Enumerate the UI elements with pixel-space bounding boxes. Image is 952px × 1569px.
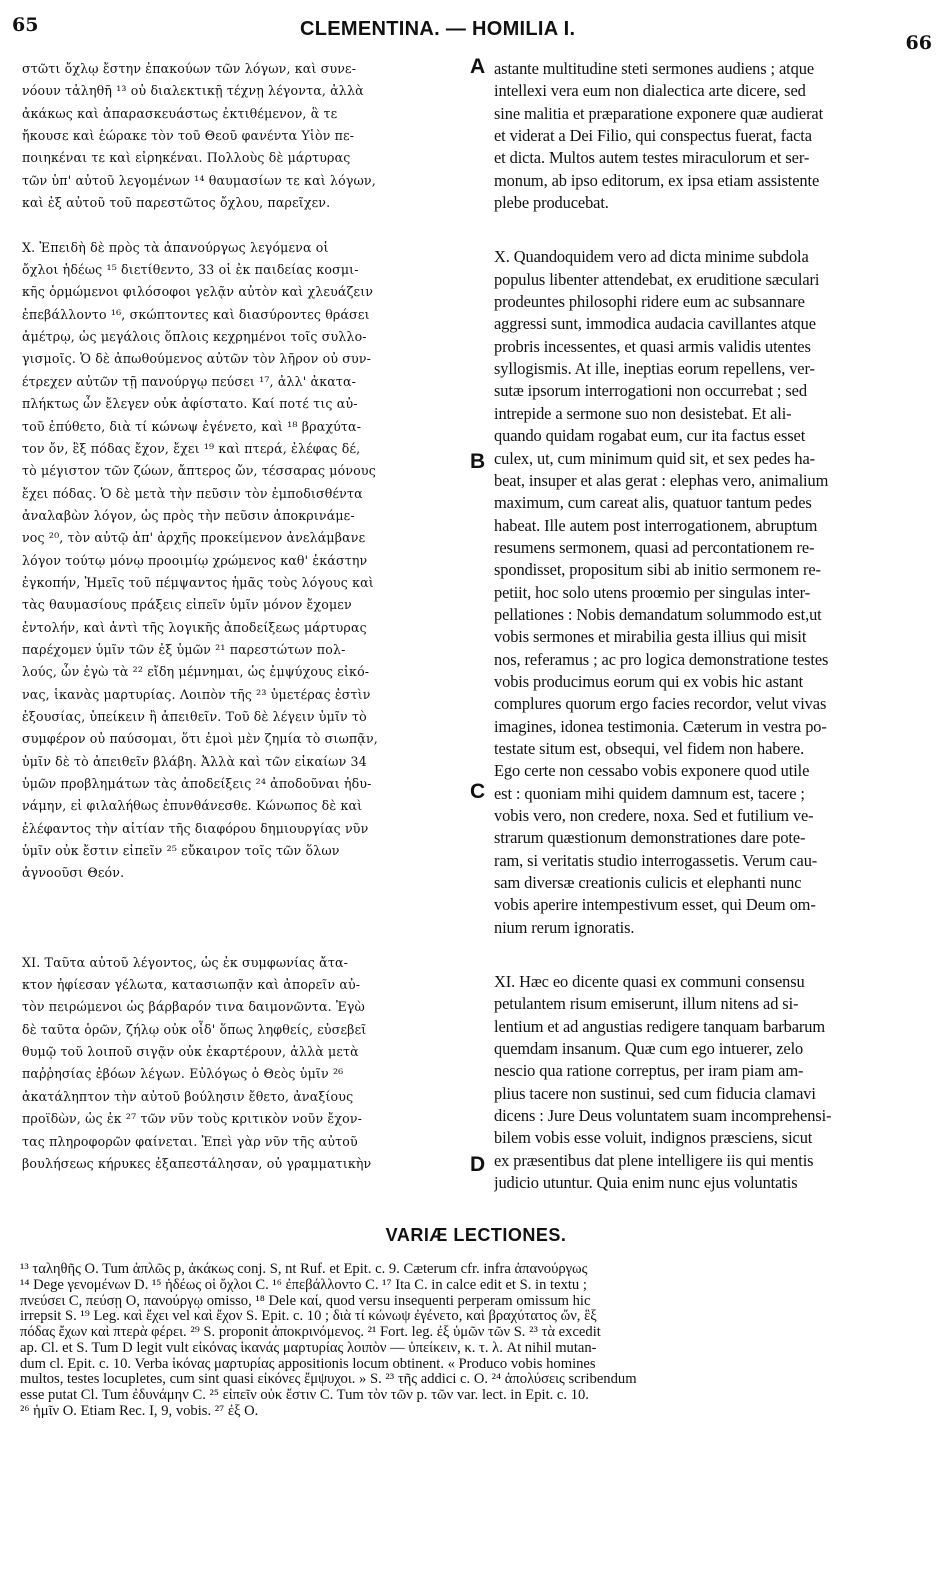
margin-letter-b: B — [470, 450, 486, 473]
latin-text-line: ram, si veritatis studio interrogassetis. Verum cau- — [494, 850, 818, 870]
latin-text-line: culex, ut, cum minimum quid sit, et sex pedes ha- — [494, 448, 816, 468]
latin-text-line: aggressi sunt, immodica audacia cavillantes atque — [494, 314, 816, 334]
latin-text-line: ex præsentibus dat plene intelligere iis qui mentis — [494, 1150, 814, 1170]
note-line: esse putat Cl. Tum ἐδυνάμην C. ²⁵ εἰπεῖν οὐκ ἔστιν C. Tum τὸν τῶν p. τῶν var. lect. in Epit. c. 10. — [20, 1388, 589, 1403]
greek-text-line: ἐγκοπήν, Ἡμεῖς τοῦ πέμψαντος ἡμᾶς τοὺς λόγους καὶ — [22, 574, 374, 590]
latin-text-line: spondisset, propositum sibi ab initio sermonem re- — [494, 560, 821, 580]
latin-text-line: pellationes : Nobis demandatum solummodo est,ut — [494, 604, 822, 624]
greek-text-line — [22, 885, 468, 907]
greek-text-line: λούς, ὧν ἐγὼ τὰ ²² εἴδη μέμνημαι, ὡς ἐμψύχους εἰκό- — [22, 664, 370, 680]
greek-text-line: τοῦ ἐπύθετο, διὰ τί κώνωψ ἐγένετο, καὶ ¹⁸ βραχύτα- — [22, 418, 362, 434]
latin-text-line: intrepide a sermone suo non desistebat. Et ali- — [494, 403, 792, 423]
greek-text-line: ἀμέτρῳ, ὡς μεγάλοις ὅπλοις κεχρημένοι τοῖς συλλο- — [22, 329, 367, 345]
note-line: irrepsit S. ¹⁹ Leg. καὶ ἔχει vel καὶ ἔχον S. Epit. c. 10 ; διὰ τί κώνωψ ἐγένετο, καὶ βραχύτατος ὤν, ἓξ — [20, 1309, 597, 1325]
latin-text-line: judicio utuntur. Quia enim nunc ejus voluntatis — [494, 1173, 798, 1193]
latin-text-line: habeat. Ille autem post interrogationem, abruptum — [494, 515, 818, 535]
greek-text-line — [22, 929, 468, 951]
latin-text-line: nos, referamus ; ac pro logica demonstratione testes — [494, 649, 829, 669]
greek-text-line: XI. Ταῦτα αὐτοῦ λέγοντος, ὡς ἐκ συμφωνίας ἄτα- — [22, 954, 348, 970]
latin-text-line: sine malitia et præparatione exponere quæ audierat — [494, 103, 824, 123]
latin-text-line: beat, insuper et alas gerat : elephas vero, animalium — [494, 470, 829, 490]
latin-text-line: dicens : Jure Deus voluntatem suam incomprehensi- — [494, 1106, 832, 1126]
greek-text-line: ἀκάκως καὶ ἀπαρασκευάστως ἐκτιθέμενον, ἃ τε — [22, 105, 338, 121]
greek-text-line: ἀναλαβὼν λόγον, ὡς πρὸς τὴν πεῦσιν ἀποκρινάμε- — [22, 507, 355, 523]
greek-text-line: ἐντολήν, καὶ ἀντὶ τῆς λογικῆς ἀποδείξεως μάρτυρας — [22, 619, 367, 635]
greek-text-line: δὲ ταῦτα ὁρῶν, ζήλῳ οὐκ οἶδ' ὅπως ληφθείς, εὐσεβεῖ — [22, 1021, 367, 1037]
margin-letter-c: C — [470, 780, 486, 803]
latin-text-line: complures quorum ergo facies recordor, velut vivas — [494, 694, 827, 714]
latin-text-line: est : quoniam mihi quidem damnum est, tacere ; — [494, 783, 805, 803]
greek-text-line: νας, ἱκανὰς μαρτυρίας. Λοιπὸν τῆς ²³ ὑμετέρας ἐστὶν — [22, 686, 371, 702]
greek-text-line: συμφέρον οὐ παύσομαι, ὅτι ἐμοὶ μὲν ζημία τὸ σιωπᾷν, — [22, 731, 378, 747]
greek-text-line: ἐπεβάλλοντο ¹⁶, σκώπτοντες καὶ διασύροντες θράσει — [22, 306, 370, 322]
greek-text-line: θυμῷ τοῦ λοιποῦ σιγᾷν οὐκ ἐκαρτέρουν, ἀλλὰ μετὰ — [22, 1044, 359, 1060]
greek-text-line: X. Ἐπειδὴ δὲ πρὸς τὰ ἀπανούργως λεγόμενα οἱ — [22, 239, 329, 255]
latin-text-line: nium rerum ignoratis. — [494, 917, 635, 937]
greek-text-line: ἤκουσε καὶ ἑώρακε τὸν τοῦ Θεοῦ φανέντα Υἱὸν πε- — [22, 128, 355, 144]
greek-text-line: λόγον τούτῳ μόνῳ προοιμίῳ χρώμενος καθ' ἑκάστην — [22, 552, 368, 568]
greek-text-line: τὰς θαυμασίους πράξεις εἰπεῖν ὑμῖν μόνον ἔχομεν — [22, 597, 352, 613]
latin-text-line: petiit, hoc solo utens proœmio per singulas inter- — [494, 582, 811, 602]
variant-readings-notes — [20, 1262, 935, 1420]
greek-text-line: γισμοῖς. Ὁ δὲ ἀπωθούμενος αὐτῶν τὸν λῆρον οὐ συν- — [22, 351, 372, 367]
greek-text-line: πλήκτως ὧν ἔλεγεν οὐκ ἀφίστατο. Καί ποτέ τις αὐ- — [22, 396, 358, 412]
latin-text-line: populus libenter attendebat, ex eruditione sæculari — [494, 269, 820, 289]
page-number-left: 65 — [12, 14, 39, 36]
greek-text-line: τας πληροφορῶν φαίνεται. Ἐπεὶ γὰρ νῦν τῆς αὐτοῦ — [22, 1133, 358, 1149]
latin-text-line: sam diversæ creationis culicis et elephanti nunc — [494, 873, 802, 893]
latin-text-line: lentium et ad angustias redigere tanquam barbarum — [494, 1016, 825, 1036]
latin-text-line: imagines, idonea testimonia. Cæterum in vestra po- — [494, 716, 827, 736]
latin-text-line: plius tacere non sustinui, sed cum fiducia clamavi — [494, 1083, 816, 1103]
greek-text-line: ὑμῖν δὲ τὸ ἀπειθεῖν βλάβη. Ἀλλὰ καὶ τῶν εἰκαίων 34 — [22, 753, 367, 769]
latin-text-line: astante multitudine steti sermones audiens ; atque — [494, 59, 815, 78]
latin-text-line: syllogismis. At ille, ineptias eorum repellens, ver- — [494, 359, 815, 379]
latin-text-line: intellexi vera eum non dialectica arte dicere, sed — [494, 81, 806, 101]
note-line: multos, testes locupletes, cum sint quasi εἰκόνες ἔμψυχοι. » S. ²³ τῆς addici c. O. ²⁴ ἀπολύσεις scribendum — [20, 1372, 637, 1388]
latin-text-line: quando quidam rogabat eum, cur ita factus esset — [494, 426, 806, 446]
greek-text-line: νόουν τἀληθῆ ¹³ οὐ διαλεκτικῇ τέχνῃ λέγοντα, ἀλλὰ — [22, 83, 364, 99]
latin-text-line: XI. Hæc eo dicente quasi ex communi consensu — [494, 972, 805, 992]
greek-text-line: τὸ μέγιστον τῶν ζώων, ἄπτερος ὤν, τέσσαρας μόνους — [22, 463, 376, 479]
latin-text-line: vobis sermones et mirabilia gesta illius qui misit — [494, 627, 807, 647]
greek-text-line: στῶτι ὄχλῳ ἔστην ἐπακούων τῶν λόγων, καὶ συνε- — [22, 61, 357, 76]
note-line: ²⁶ ἡμῖν O. Etiam Rec. I, 9, vobis. ²⁷ ἐξ O. — [20, 1403, 259, 1419]
greek-text-line — [22, 907, 468, 929]
latin-text-line: bilem vobis esse voluit, indignos præsciens, sicut — [494, 1128, 813, 1148]
latin-text-line: strarum quæstionum demonstrationes dare pote- — [494, 828, 806, 848]
greek-text-line: ποιηκέναι τε καὶ εἰρηκέναι. Πολλοὺς δὲ μάρτυρας — [22, 150, 351, 166]
latin-text-line: prodeuntes philosophi ridere eum ac subsannare — [494, 292, 805, 312]
running-title: CLEMENTINA. — HOMILIA I. — [300, 18, 576, 40]
latin-text-line: et dicta. Multos autem testes miraculorum et ser- — [494, 148, 810, 168]
latin-text-line: X. Quandoquidem vero ad dicta minime subdola — [494, 247, 809, 267]
note-line: πνεύσει C, πεύσῃ O, πανούργῳ omisso, ¹⁸ Dele καί, quod versu insequenti perperam omissum hic — [20, 1293, 591, 1309]
latin-text-line: nescio qua ratione correptus, per iram piam am- — [494, 1061, 804, 1081]
latin-text-line: vobis producimus eorum qui ex vobis hic astant — [494, 671, 804, 691]
latin-text-line: Ego certe non cessabo vobis exponere quod utile — [494, 761, 810, 781]
greek-text-line: παρέχομεν ὑμῖν τῶν ἐξ ὑμῶν ²¹ παρεστώτων πολ- — [22, 641, 346, 657]
latin-text-line: quemdam insanum. Quæ cum ego intuerer, zelo — [494, 1039, 804, 1059]
greek-text-line: κτον ἠφίεσαν γέλωτα, κατασιωπᾷν καὶ ἀπορεῖν αὐ- — [22, 977, 361, 993]
margin-letter-d: D — [470, 1153, 486, 1176]
greek-text-line: τῶν ὑπ' αὐτοῦ λεγομένων ¹⁴ θαυμασίων τε καὶ λόγων, — [22, 172, 376, 188]
latin-column — [494, 58, 932, 1195]
latin-text-line: sutæ ipsorum interrogationi non occurrebat ; sed — [494, 381, 807, 401]
greek-text-line: ὑμῶν προβλημάτων τὰς ἀποδείξεις ²⁴ ἀποδοῦναι ἠδυ- — [22, 776, 372, 791]
spacer — [494, 939, 932, 971]
note-line: ap. Cl. et S. Tum D legit vult εἰκόνας ἱκανάς μαρτυρίας λοιπὸν — ὑπείκειν, κ. τ. λ. At nihil mutan- — [20, 1340, 597, 1356]
greek-text-line: καὶ ἐξ αὐτοῦ τοῦ παρεστῶτος ὄχλου, παρεῖχεν. — [22, 195, 331, 211]
latin-text-line: testate situm est, obsequi, vel fidem non habere. — [494, 738, 805, 758]
greek-text-line: τὸν πειρώμενοι ὡς βάρβαρόν τινα δαιμονῶντα. Ἐγὼ — [22, 999, 365, 1015]
greek-text-line: ἀκατάληπτον τὴν αὐτοῦ βούλησιν ἔθετο, ἀναξίους — [22, 1088, 354, 1104]
latin-text-line: maximum, cum careat alis, quatuor tantum pedes — [494, 493, 812, 513]
greek-column — [22, 58, 468, 1175]
greek-text-line: ὑμῖν οὐκ ἔστιν εἰπεῖν ²⁵ εὔκαιρον τοῖς τῶν ὅλων — [22, 843, 340, 859]
greek-text-line: ἐξουσίας, ὑπείκειν ἢ ἀπειθεῖν. Τοῦ δὲ λέγειν ὑμῖν τὸ — [22, 708, 367, 724]
greek-text-line: τον ὄν, ἓξ πόδας ἔχον, ἔχει ¹⁹ καὶ πτερά, ἐλέφας δέ, — [22, 440, 361, 456]
greek-text-line: ἀγνοοῦσι Θεόν. — [22, 865, 125, 881]
greek-text-line: ὄχλοι ἡδέως ¹⁵ διετίθεντο, 33 οἱ ἐκ παιδείας κοσμι- — [22, 262, 359, 278]
greek-text-line: βουλήσεως κήρυκες ἐξαπεστάλησαν, οὐ γραμματικὴν — [22, 1155, 372, 1171]
latin-text-line: probris incessentes, et quasi armis validis utentes — [494, 336, 811, 356]
note-line: ¹³ ταληθῆς O. Tum ἁπλῶς p, ἀκάκως conj. S, nt Ruf. et Epit. c. 9. Cæterum cfr. infra ἀπανούργως — [20, 1262, 588, 1277]
page-header — [0, 14, 952, 54]
spacer — [494, 214, 932, 246]
greek-text-line: νος ²⁰, τὸν αὐτῷ ἀπ' ἀρχῆς προκείμενον ἀνελάμβανε — [22, 530, 366, 546]
greek-text-line — [22, 214, 468, 236]
greek-text-line: κῆς ὁρμώμενοι φιλόσοφοι γελᾷν αὐτὸν καὶ χλευάζειν — [22, 284, 374, 300]
note-line: dum cl. Epit. c. 10. Verba ἱκόνας μαρτυρίας appositionis locum obtinent. « Produco vobis homines — [20, 1356, 596, 1372]
greek-text-line: προϊδὼν, ὡς ἐκ ²⁷ τῶν νῦν τοὺς κριτικὸν νοῦν ἔχον- — [22, 1111, 363, 1127]
latin-text-line: plebe producebat. — [494, 193, 609, 213]
latin-text-line: vobis aperire intempestivum esset, qui Deum om- — [494, 895, 816, 915]
greek-text-line: ἐλέφαντος τὴν αἰτίαν τῆς διαφόρου δημιουργίας νῦν — [22, 820, 369, 836]
variae-lectiones-title: VARIÆ LECTIONES. — [385, 1225, 567, 1245]
greek-text-line: ἔχει πόδας. Ὁ δὲ μετὰ τὴν πεῦσιν τὸν ἐμποδισθέντα — [22, 485, 363, 501]
latin-text-line: monum, ab ipso editorum, ex ipsa etiam assistente — [494, 170, 820, 190]
latin-text-line: resumens sermonem, quasi ad percontationem re- — [494, 537, 815, 557]
note-line: ¹⁴ Dege γενομένων D. ¹⁵ ἡδέως οἱ ὄχλοι C. ¹⁶ ἐπεβάλλοντο C. ¹⁷ Ita C. in calce edit et S. in textu ; — [20, 1277, 587, 1293]
page-number-right: 66 — [905, 32, 932, 54]
margin-letter-a: A — [470, 55, 486, 78]
latin-text-line: et viderat a Dei Filio, qui conspectus fuerat, facta — [494, 126, 812, 146]
note-line: πόδας ἔχων καὶ πτερὰ φέρει. ²⁹ S. proponit ἀποκρινόμενος. ²¹ Fort. leg. ἐξ ὑμῶν τῶν S. ²³ τὰ excedit — [20, 1325, 601, 1340]
greek-text-line: έτρεχεν αὐτῶν τῇ πανούργῳ πεύσει ¹⁷, ἀλλ' ἀκατα- — [22, 373, 357, 389]
greek-text-line: νάμην, εἰ φιλαλήθως ἐπυνθάνεσθε. Κώνωπος δὲ καὶ — [22, 798, 363, 814]
greek-text-line: παῤῥησίας ἐβόων λέγων. Εὐλόγως ὁ Θεὸς ὑμῖν ²⁶ — [22, 1066, 344, 1082]
latin-text-line: vobis vero, non credere, noxa. Sed et futilium ve- — [494, 806, 814, 825]
latin-text-line: petulantem risum emiserunt, illum nitens ad si- — [494, 994, 799, 1014]
